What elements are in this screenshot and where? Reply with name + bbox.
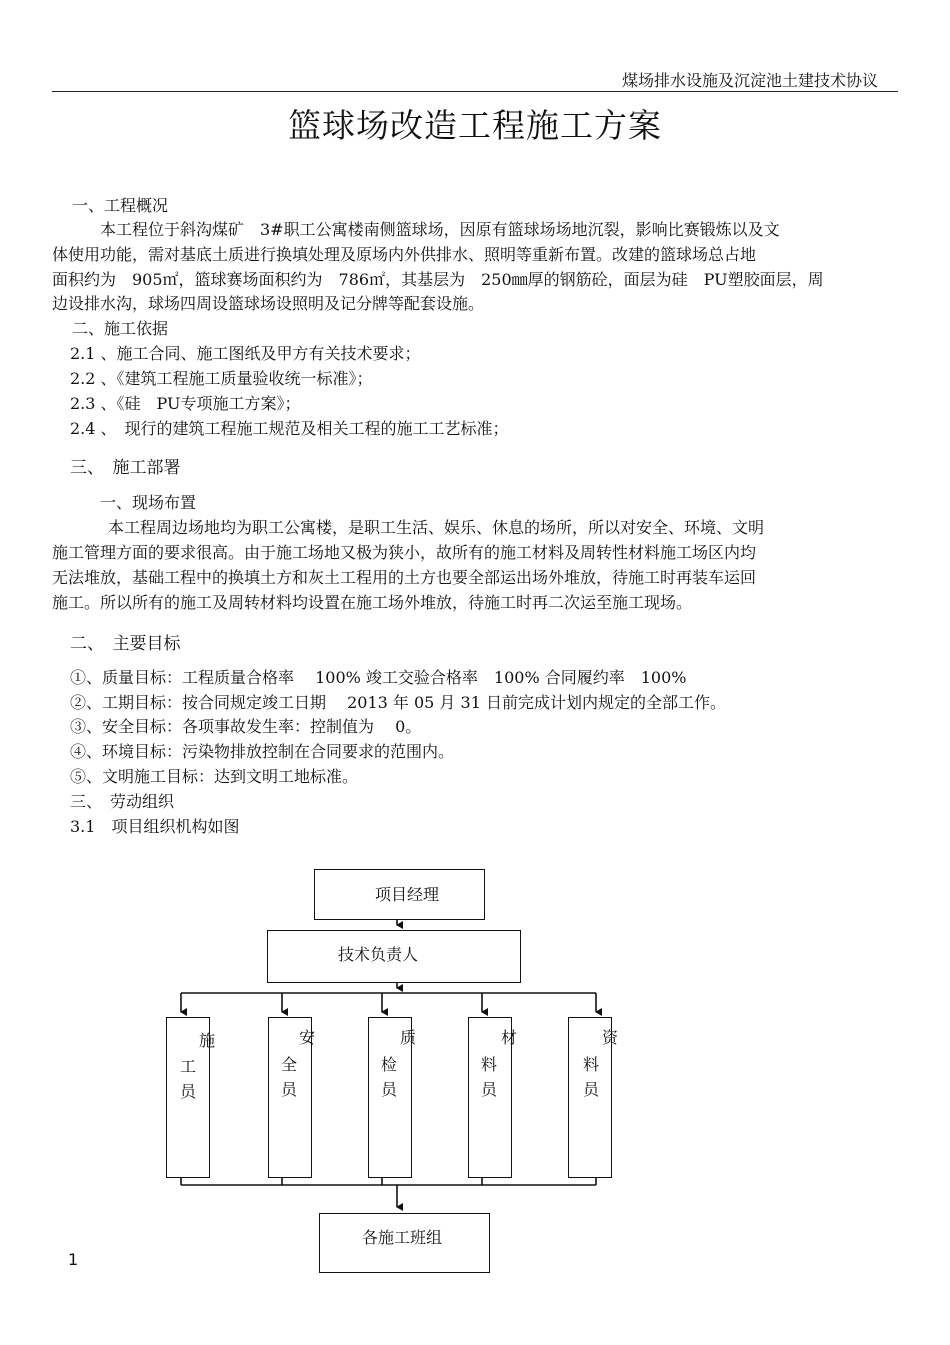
org-box-label: 项目经理 xyxy=(375,885,440,904)
paragraph-line: 体使用功能，需对基底土质进行换填处理及原场内外供排水、照明等重新布置。改建的篮球场总占地 xyxy=(52,245,757,264)
org-box-project-manager xyxy=(314,869,485,920)
role-char: 材 xyxy=(501,1028,518,1047)
paragraph-line: 本工程周边场地均为职工公寓楼，是职工生活、娱乐、休息的场所，所以对安全、环境、文明 xyxy=(108,518,765,537)
goal-item: ①、质量目标：工程质量合格率 100% 竣工交验合格率 100% 合同履约率 100% xyxy=(70,668,687,687)
role-char: 料 xyxy=(583,1055,600,1074)
role-char: 员 xyxy=(281,1080,298,1099)
goal-item: ③、安全目标：各项事故发生率：控制值为 0。 xyxy=(70,717,422,736)
paragraph-line: 本工程位于斜沟煤矿 3#职工公寓楼南侧篮球场，因原有篮球场场地沉裂，影响比赛锻炼以及文 xyxy=(100,220,780,239)
list-item: 2.1 、施工合同、施工图纸及甲方有关技术要求； xyxy=(70,344,421,363)
org-box-work-crews xyxy=(319,1213,490,1273)
org-box-label: 各施工班组 xyxy=(362,1228,443,1247)
header-text: 煤场排水设施及沉淀池土建技术协议 xyxy=(621,71,878,90)
role-char: 员 xyxy=(180,1082,197,1101)
role-char: 安 xyxy=(299,1028,316,1047)
list-item: 2.4 、 现行的建筑工程施工规范及相关工程的施工工艺标准； xyxy=(70,419,509,438)
org-box-label: 技术负责人 xyxy=(338,945,419,964)
subsection-heading: 3.1 项目组织机构如图 xyxy=(70,817,240,836)
section-heading: 一、工程概况 xyxy=(72,196,169,215)
role-char: 员 xyxy=(481,1080,498,1099)
section-heading: 三、 劳动组织 xyxy=(70,792,175,811)
role-char: 检 xyxy=(381,1055,398,1074)
org-box-technical-lead xyxy=(267,930,521,983)
section-heading: 二、施工依据 xyxy=(72,319,169,338)
role-char: 施 xyxy=(199,1031,216,1050)
section-heading: 二、 主要目标 xyxy=(70,634,181,654)
role-char: 工 xyxy=(180,1057,197,1076)
list-item: 2.2 、《建筑工程施工质量验收统一标准》； xyxy=(70,369,373,388)
goal-item: ②、工期目标：按合同规定竣工日期 2013 年 05 月 31 日前完成计划内规定的全部工作。 xyxy=(70,693,726,712)
role-char: 全 xyxy=(281,1055,298,1074)
goal-item: ⑤、文明施工目标：达到文明工地标准。 xyxy=(70,767,359,786)
role-char: 资 xyxy=(602,1028,619,1047)
paragraph-line: 施工。所以所有的施工及周转材料均设置在施工场外堆放，待施工时再二次运至施工现场。 xyxy=(52,593,693,612)
role-char: 员 xyxy=(381,1080,398,1099)
section-heading: 三、 施工部署 xyxy=(70,458,181,478)
paragraph-line: 面积约为 905㎡，篮球赛场面积约为 786㎡，其基层为 250㎜厚的钢筋砼，面层为硅 PU塑胶面层，周 xyxy=(52,270,824,289)
list-item: 2.3 、《硅 PU专项施工方案》； xyxy=(70,394,301,413)
goal-item: ④、环境目标：污染物排放控制在合同要求的范围内。 xyxy=(70,742,455,761)
page-number: 1 xyxy=(68,1250,79,1269)
role-char: 员 xyxy=(583,1080,600,1099)
subsection-heading: 一、现场布置 xyxy=(100,493,197,512)
paragraph-line: 无法堆放，基础工程中的换填土方和灰土工程用的土方也要全部运出场外堆放，待施工时再装车运回 xyxy=(52,568,757,587)
role-char: 质 xyxy=(400,1028,417,1047)
paragraph-line: 边设排水沟，球场四周设篮球场设照明及记分牌等配套设施。 xyxy=(52,294,485,313)
role-char: 料 xyxy=(481,1055,498,1074)
paragraph-line: 施工管理方面的要求很高。由于施工场地又极为狭小，故所有的施工材料及周转性材料施工场区内均 xyxy=(52,543,757,562)
page-title: 篮球场改造工程施工方案 xyxy=(288,106,662,145)
